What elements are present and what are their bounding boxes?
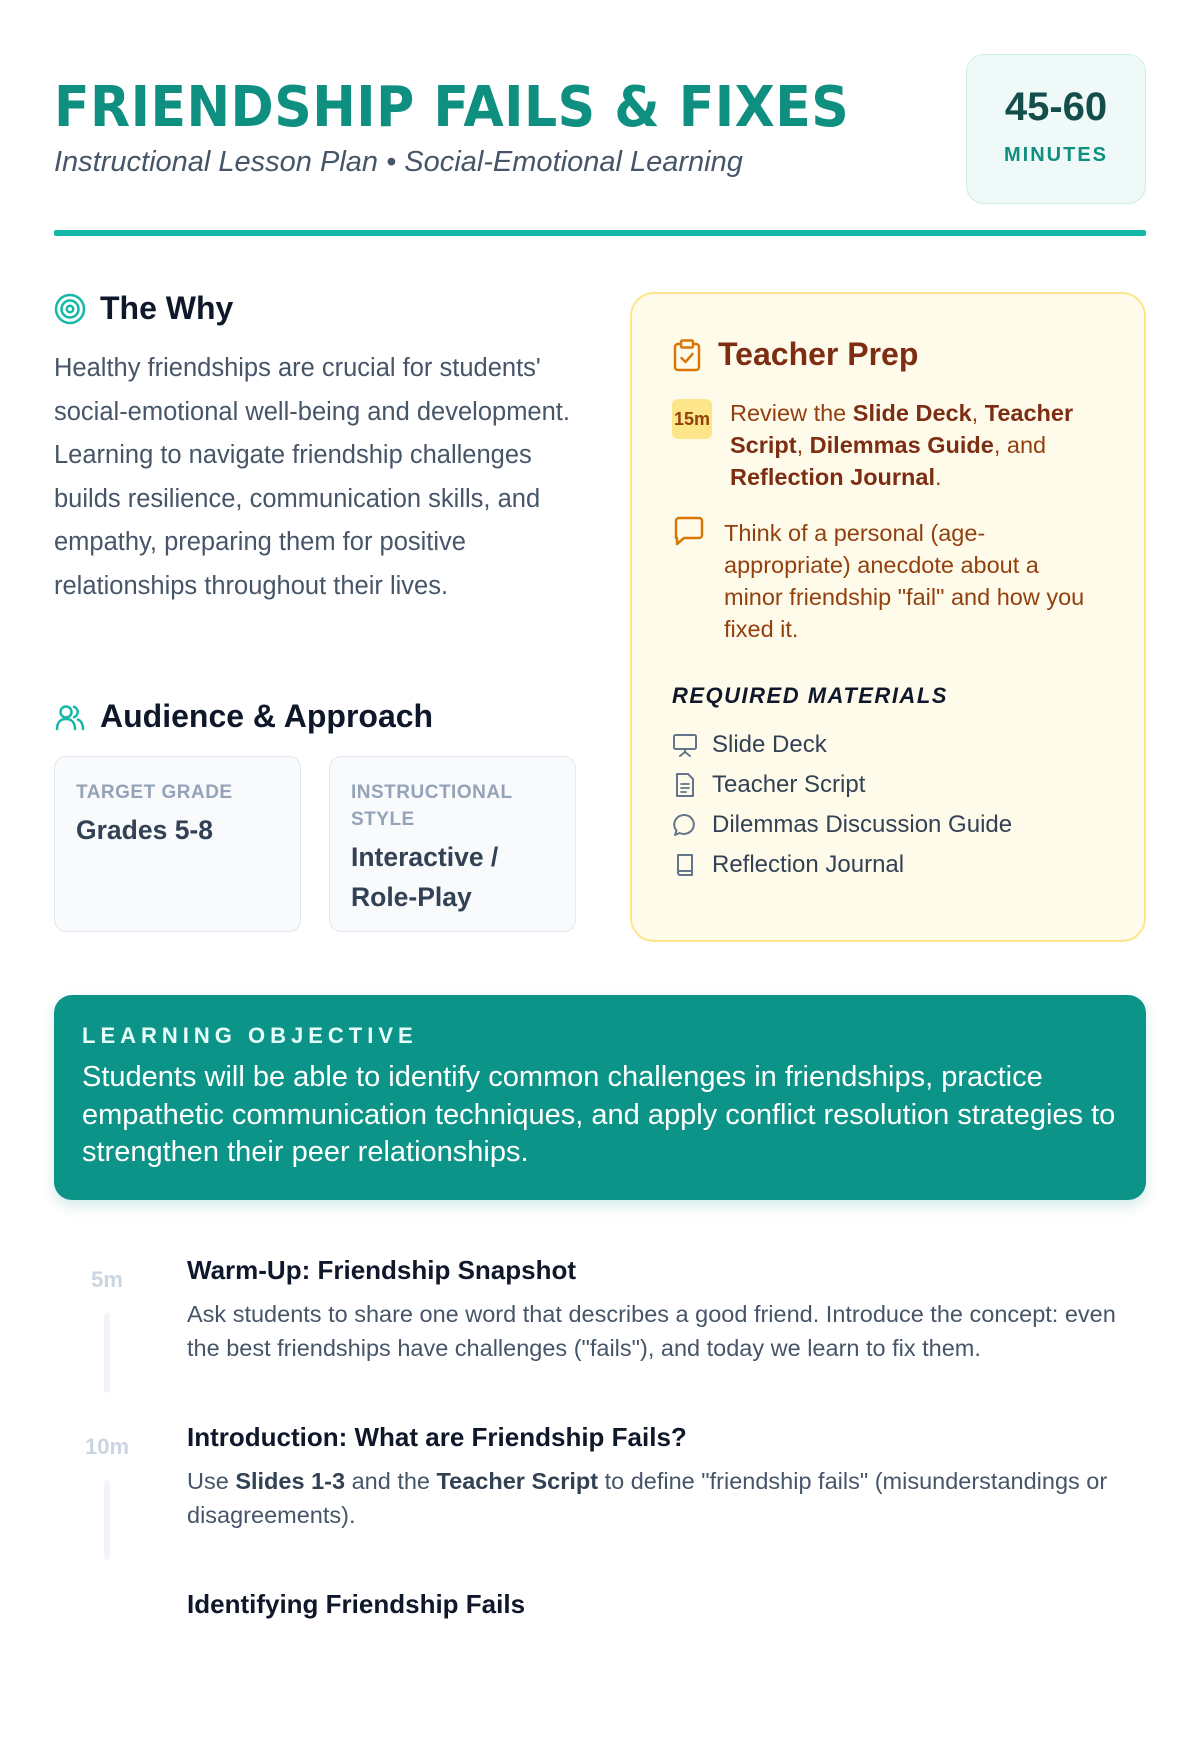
presentation-icon: [672, 732, 698, 758]
timeline-connector: [104, 1480, 110, 1560]
header-divider: [54, 230, 1146, 236]
audience-heading-label: Audience & Approach: [100, 698, 434, 734]
material-label: Dilemmas Discussion Guide: [712, 811, 1013, 838]
target-icon: [54, 293, 86, 325]
document-icon: [672, 772, 698, 798]
clipboard-check-icon: [672, 338, 702, 372]
audience-heading: [54, 698, 433, 735]
teacher-prep-panel: [630, 292, 1146, 942]
why-paragraph: Healthy friendships are crucial for students' social-emotional well-being and development. Learning to navigate friendship challenges builds resilience, communication skills, and empathy, preparing them for positive relationships throughout their lives.: [54, 354, 570, 600]
prep-item-review: [672, 397, 1104, 493]
step-duration: 10m: [84, 1434, 130, 1459]
text-fragment: to define "friendship fails" (misunderstandings or disagreements).: [187, 1468, 1108, 1528]
page-subtitle: Instructional Lesson Plan • Social-Emotional Learning: [54, 146, 743, 178]
why-heading: [54, 290, 584, 327]
card-label: TARGET GRADE: [76, 782, 233, 803]
material-item: [672, 845, 1104, 885]
prep-heading-label: Teacher Prep: [718, 336, 919, 372]
timeline-step: [54, 1589, 1146, 1756]
step-title: Introduction: What are Friendship Fails?: [187, 1422, 687, 1452]
material-item: [672, 765, 1104, 805]
text-fragment: , and: [993, 432, 1047, 458]
material-ref: Teacher Script: [436, 1468, 599, 1494]
timeline-step: [54, 1255, 1146, 1422]
duration-value: 45-60: [1004, 85, 1108, 129]
material-ref: Slide Deck: [852, 400, 972, 426]
timeline-step: [54, 1422, 1146, 1589]
card-value: Interactive / Role-Play: [351, 842, 499, 912]
target-grade-card: [54, 756, 301, 932]
prep-item-text: Think of a personal (age-appropriate) anecdote about a minor friendship "fail" and how you fixed it.: [724, 520, 1085, 642]
step-duration: 5m: [91, 1267, 123, 1292]
users-icon: [54, 701, 86, 733]
book-icon: [672, 852, 698, 878]
text-fragment: and the: [345, 1468, 437, 1494]
material-label: Reflection Journal: [712, 851, 905, 878]
speech-bubble-icon: [672, 812, 698, 838]
time-badge: 15m: [672, 399, 712, 439]
text-fragment: ,: [971, 400, 985, 426]
step-title: Identifying Friendship Fails: [187, 1589, 526, 1619]
objective-text: Students will be able to identify common challenges in friendships, practice empathetic communication techniques, and apply conflict resolution strategies to strengthen their peer relationships.: [82, 1061, 1116, 1168]
text-fragment: Review the: [730, 400, 853, 426]
instructional-style-card: [329, 756, 576, 932]
material-ref: Slides 1-3: [235, 1468, 346, 1494]
learning-objective: [54, 995, 1146, 1200]
objective-label: LEARNING OBJECTIVE: [82, 1023, 418, 1048]
material-ref: Dilemmas Guide: [809, 432, 994, 458]
audience-cards: [54, 756, 576, 932]
prep-item-anecdote: [672, 517, 1104, 645]
material-item: [672, 725, 1104, 765]
left-column: [54, 290, 584, 912]
lesson-header: [54, 54, 1146, 204]
card-label: INSTRUCTIONAL STYLE: [351, 782, 513, 830]
materials-heading: REQUIRED MATERIALS: [672, 683, 948, 708]
card-value: Grades 5-8: [76, 815, 213, 845]
why-heading-label: The Why: [100, 290, 234, 326]
timeline-connector: [104, 1313, 110, 1393]
duration-badge: [966, 54, 1146, 204]
step-description: Ask students to share one word that describes a good friend. Introduce the concept: even the best friendships have challenges ("fails"), and today we learn to fix them.: [187, 1301, 1116, 1361]
lesson-timeline: [54, 1255, 1146, 1756]
material-ref: Teacher Script: [730, 400, 1074, 458]
prep-heading: [672, 336, 1104, 373]
text-fragment: ,: [796, 432, 810, 458]
text-fragment: .: [935, 464, 942, 490]
step-description: [187, 1464, 1147, 1532]
prep-item-text: [730, 397, 1104, 493]
page-title: FRIENDSHIP FAILS & FIXES: [54, 75, 850, 140]
material-label: Slide Deck: [712, 731, 827, 758]
text-fragment: Use: [187, 1468, 236, 1494]
material-ref: Reflection Journal: [730, 464, 936, 490]
material-label: Teacher Script: [712, 771, 866, 798]
duration-unit: MINUTES: [1004, 144, 1108, 166]
materials-list: [672, 725, 1104, 885]
step-title: Warm-Up: Friendship Snapshot: [187, 1255, 577, 1285]
chat-square-icon: [672, 513, 706, 547]
material-item: [672, 805, 1104, 845]
